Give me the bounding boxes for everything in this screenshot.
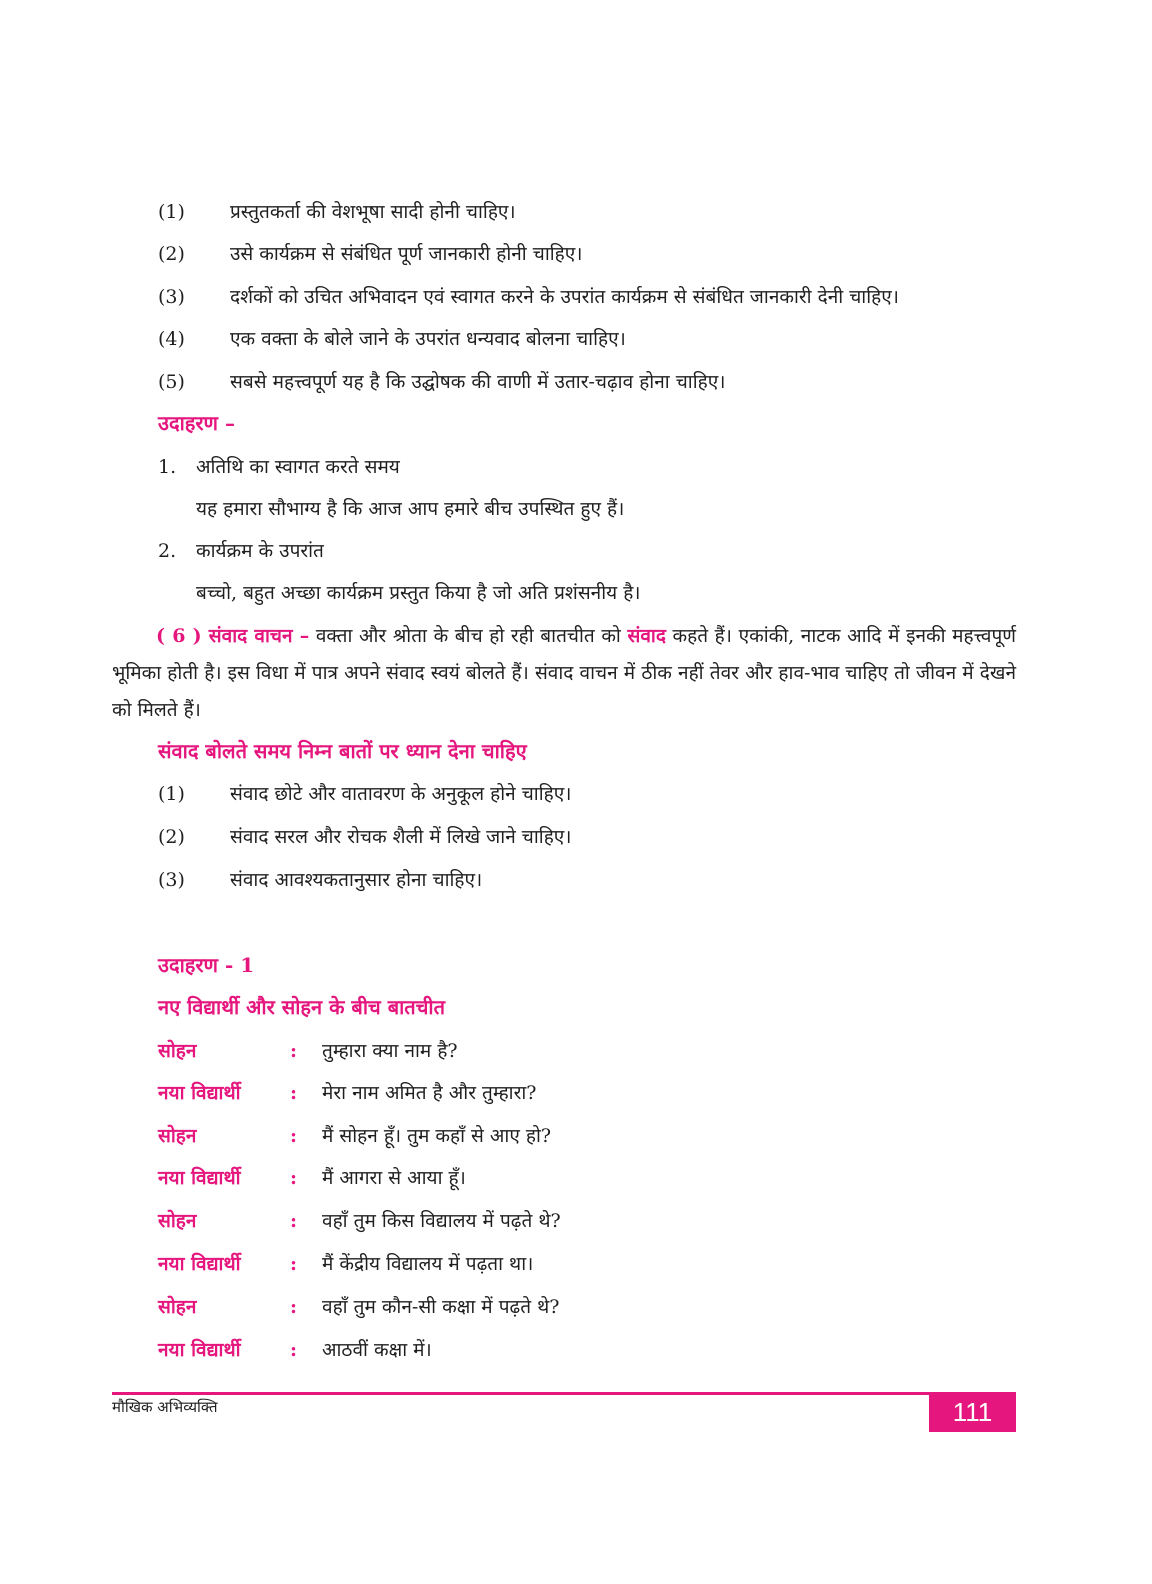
page-number-badge: 111 (929, 1392, 1016, 1432)
dialogue-line: वहाँ तुम कौन-सी कक्षा में पढ़ते थे? (322, 1296, 560, 1318)
list-text: संवाद आवश्यकतानुसार होना चाहिए। (230, 869, 483, 891)
dialogue-line: मैं सोहन हूँ। तुम कहाँ से आए हो? (322, 1125, 552, 1147)
example1-heading: उदाहरण - 1 (158, 953, 255, 977)
speaker: नया विद्यार्थी (158, 1253, 241, 1275)
dialogue-row (158, 1206, 958, 1236)
section6-paragraph (112, 618, 1016, 729)
list-text: प्रस्तुतकर्ता की वेशभूषा सादी होनी चाहिए। (230, 201, 516, 223)
section6-text-a: वक्ता और श्रोता के बीच हो रही बातचीत को (309, 625, 628, 647)
list-number: (2) (158, 243, 185, 265)
dialogue-line: तुम्हारा क्या नाम है? (322, 1040, 458, 1062)
dialogue-line: वहाँ तुम किस विद्यालय में पढ़ते थे? (322, 1210, 561, 1232)
speaker: नया विद्यार्थी (158, 1082, 241, 1104)
speaker: नया विद्यार्थी (158, 1339, 241, 1361)
example-number: 2. (158, 540, 177, 562)
dialogue-line: मैं आगरा से आया हूँ। (322, 1167, 466, 1189)
speaker-colon: : (290, 1296, 298, 1318)
speaker-colon: : (290, 1253, 298, 1275)
section6-heading: ( 6 ) संवाद वाचन – (156, 625, 310, 647)
speaker: सोहन (158, 1040, 197, 1062)
list-text: एक वक्ता के बोले जाने के उपरांत धन्यवाद बोलना चाहिए। (230, 328, 626, 350)
section6-text-b: कहते हैं। एकांकी, नाटक आदि में इनकी महत्त्वपूर्ण भूमिका होती है। इस विधा में पात्र अपने संवाद स्वयं बोलते हैं। संवाद वाचन में ठीक नहीं तेवर और हाव-भाव चाहिए तो जीवन में देखने को मिलते हैं। (112, 625, 1017, 721)
list-number: (4) (158, 328, 185, 350)
example-number: 1. (158, 456, 177, 478)
dialogue-row (158, 1249, 958, 1279)
speaker: नया विद्यार्थी (158, 1167, 241, 1189)
dialogue-line: मैं केंद्रीय विद्यालय में पढ़ता था। (322, 1253, 534, 1275)
speaker-colon: : (290, 1167, 298, 1189)
speaker-colon: : (290, 1040, 298, 1062)
dialogue-row (158, 1036, 958, 1066)
dialogue-row (158, 1121, 958, 1151)
list-number: (1) (158, 201, 185, 223)
example-title: कार्यक्रम के उपरांत (196, 540, 324, 562)
example-line: यह हमारा सौभाग्य है कि आज आप हमारे बीच उपस्थित हुए हैं। (196, 498, 625, 520)
dialogue-line: आठवीं कक्षा में। (322, 1339, 432, 1361)
dialogue-row (158, 1163, 958, 1193)
list-number: (3) (158, 286, 185, 308)
list-text: दर्शकों को उचित अभिवादन एवं स्वागत करने के उपरांत कार्यक्रम से संबंधित जानकारी देनी चाहिए। (230, 286, 899, 308)
list-number: (5) (158, 371, 185, 393)
list-text: उसे कार्यक्रम से संबंधित पूर्ण जानकारी होनी चाहिए। (230, 243, 583, 265)
dialogue-row (158, 1292, 958, 1322)
footer-divider (112, 1392, 1016, 1395)
speaker-colon: : (290, 1125, 298, 1147)
list-number: (3) (158, 869, 185, 891)
list-text: सबसे महत्त्वपूर्ण यह है कि उद्घोषक की वाणी में उतार-चढ़ाव होना चाहिए। (230, 371, 726, 393)
list-text: संवाद सरल और रोचक शैली में लिखे जाने चाहिए। (230, 826, 572, 848)
list-number: (1) (158, 783, 185, 805)
example-line: बच्चो, बहुत अच्छा कार्यक्रम प्रस्तुत किया है जो अति प्रशंसनीय है। (196, 582, 641, 604)
speaker: सोहन (158, 1125, 197, 1147)
speaker: सोहन (158, 1296, 197, 1318)
dialogue-row (158, 1335, 958, 1365)
list-number: (2) (158, 826, 185, 848)
dialogue-row (158, 1078, 958, 1108)
speaker: सोहन (158, 1210, 197, 1232)
tips-heading: संवाद बोलते समय निम्न बातों पर ध्यान देना चाहिए (158, 739, 527, 763)
list-text: संवाद छोटे और वातावरण के अनुकूल होने चाहिए। (230, 783, 572, 805)
example-title: अतिथि का स्वागत करते समय (196, 456, 400, 478)
footer-chapter-label: मौखिक अभिव्यक्ति (112, 1398, 218, 1416)
example-heading: उदाहरण – (158, 411, 235, 435)
speaker-colon: : (290, 1210, 298, 1232)
dialogue-line: मेरा नाम अमित है और तुम्हारा? (322, 1082, 537, 1104)
dialogue-title: नए विद्यार्थी और सोहन के बीच बातचीत (158, 995, 445, 1019)
speaker-colon: : (290, 1082, 298, 1104)
speaker-colon: : (290, 1339, 298, 1361)
section6-keyword: संवाद (627, 625, 666, 647)
